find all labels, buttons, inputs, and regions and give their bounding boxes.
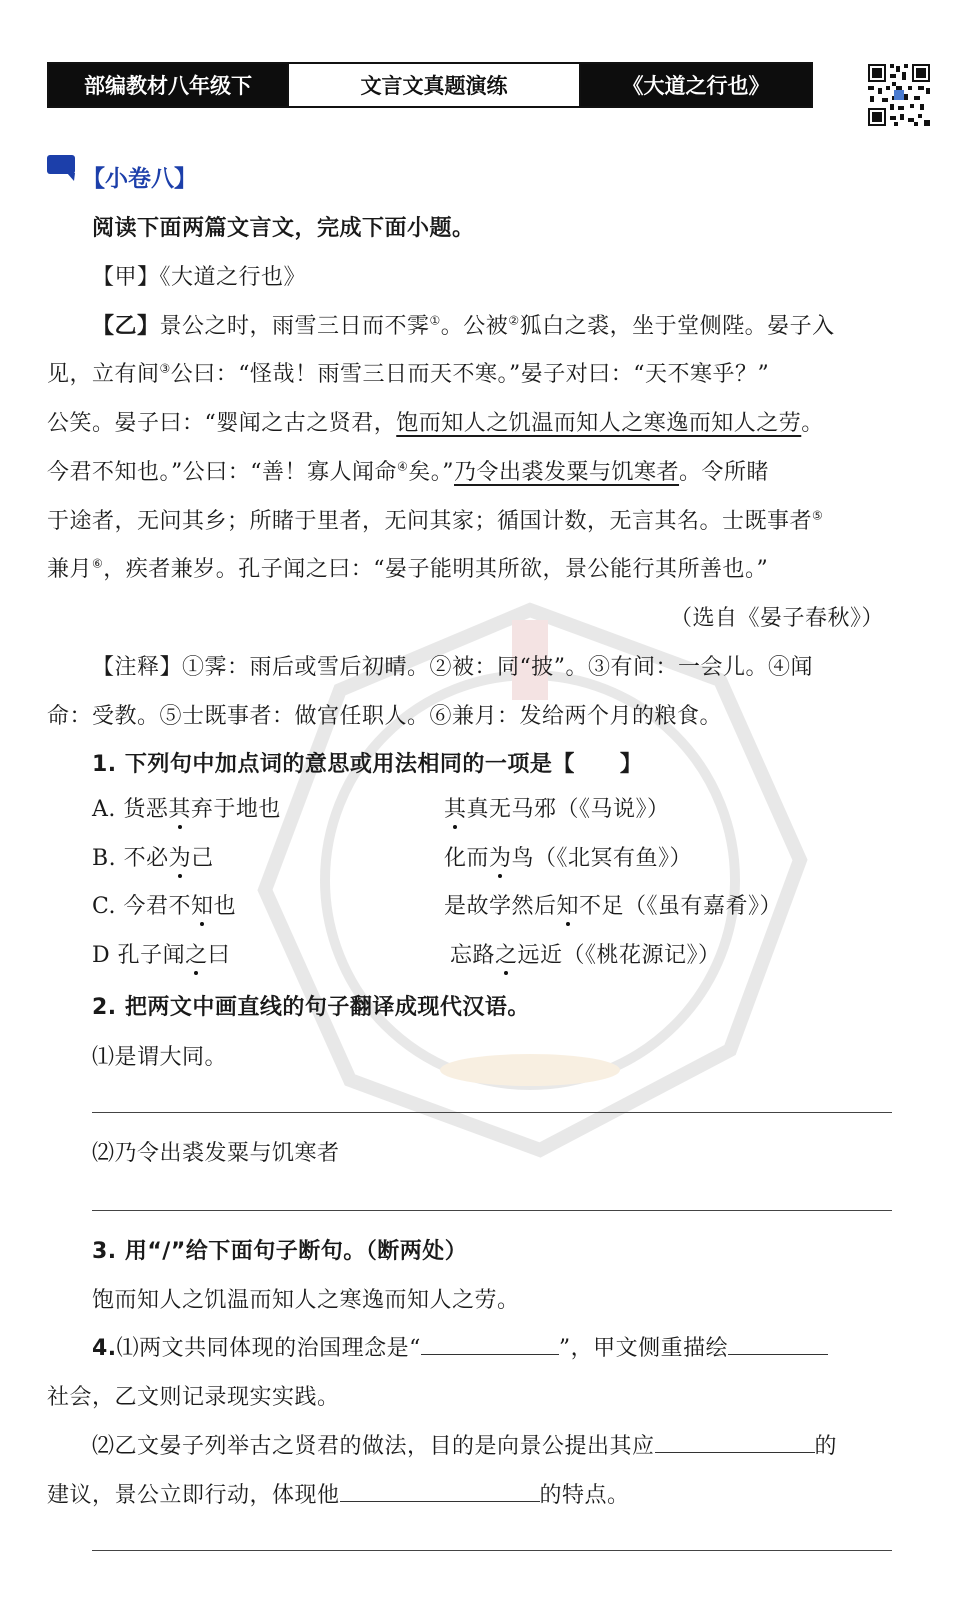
dotted-word: 为 — [489, 846, 512, 871]
question-3-sentence: 饱而知人之饥温而知人之寒逸而知人之劳。 — [92, 1288, 520, 1313]
passage-text: 。公被 — [440, 314, 509, 339]
dotted-word: 知 — [556, 894, 580, 919]
passage-text: 于途者，无问其乡；所睹于里者，无问其家；循国计数，无言其名。士既事者 — [47, 509, 813, 534]
passage-yi-line — [47, 552, 768, 583]
option-text: 忘路 — [450, 943, 496, 968]
question-text: 的特点。 — [539, 1483, 630, 1508]
passage-yi-label: 【乙】 — [92, 314, 160, 339]
dotted-word: 其 — [444, 797, 467, 822]
watermark-seal — [250, 600, 810, 1160]
underlined-sentence: 乃令出裘发粟与饥寒者 — [454, 460, 680, 485]
qr-code-icon — [866, 62, 932, 128]
option-text: A. 货恶 — [92, 797, 169, 822]
chat-bubble-icon — [47, 155, 75, 181]
dotted-word: 为 — [168, 846, 192, 871]
option-text: C. 今君不 — [92, 894, 192, 919]
option-b[interactable] — [92, 841, 214, 872]
notes-line: 命：受教。⑤士既事者：做官任职人。⑥兼月：发给两个月的粮食。 — [47, 704, 723, 729]
option-a-compare — [444, 792, 670, 823]
question-4-part-2 — [92, 1429, 837, 1460]
passage-text: 公笑。晏子曰：“婴闻之古之贤君， — [47, 411, 397, 436]
footnote-mark: ② — [508, 313, 520, 328]
passage-yi-line — [47, 455, 769, 486]
question-1-stem: 1. 下列句中加点词的意思或用法相同的一项是【 】 — [92, 752, 643, 777]
passage-source: （选自《晏子春秋》） — [670, 606, 885, 631]
notes-line: 【注释】①霁：雨后或雪后初晴。②被：同“披”。③有间：一会儿。④闻 — [92, 655, 813, 680]
passage-jia-title: 【甲】《大道之行也》 — [92, 265, 307, 290]
option-text: 真无马邪（《马说》） — [466, 797, 670, 822]
option-c-compare — [444, 889, 782, 920]
footnote-mark: ① — [429, 313, 441, 328]
footnote-mark: ④ — [397, 459, 409, 474]
option-text: D 孔子闻 — [92, 943, 186, 968]
question-2-stem: 2. 把两文中画直线的句子翻译成现代汉语。 — [92, 995, 530, 1020]
option-c[interactable] — [92, 889, 236, 920]
question-text: 的 — [814, 1434, 838, 1459]
underlined-sentence: 饱而知人之饥温而知人之寒逸而知人之劳 — [396, 411, 802, 436]
option-d-compare — [450, 938, 721, 969]
question-text: 建议，景公立即行动，体现他 — [47, 1483, 340, 1508]
option-text: 鸟（《北冥有鱼》） — [511, 846, 693, 871]
passage-text: 。令所睹 — [679, 460, 770, 485]
passage-text: ，疾者兼岁。孔子闻之曰：“晏子能明其所欲，景公能行其所善也。” — [103, 557, 769, 582]
question-2-sentence-2: ⑵乃令出裘发粟与饥寒者 — [92, 1141, 340, 1166]
passage-yi-line — [47, 357, 769, 388]
answer-line[interactable] — [92, 1210, 892, 1211]
option-d[interactable] — [92, 938, 230, 969]
answer-blank[interactable] — [421, 1334, 559, 1355]
passage-text: 公曰：“怪哉！雨雪三日而天不寒。”晏子对曰：“天不寒乎？” — [170, 362, 770, 387]
passage-yi-line — [92, 309, 835, 340]
option-text: 化而 — [444, 846, 490, 871]
passage-text: 见，立有间 — [47, 362, 160, 387]
passage-yi-line — [47, 406, 824, 437]
dotted-word: 知 — [191, 894, 214, 919]
dotted-word: 之 — [185, 943, 208, 968]
header-grade: 部编教材八年级下 — [49, 64, 287, 106]
passage-text: 。 — [801, 411, 824, 436]
option-text: B. 不必 — [92, 846, 169, 871]
passage-text: 狐白之裘，坐于堂侧陛。晏子入 — [519, 314, 835, 339]
question-text: ⑵乙文晏子列举古之贤君的做法，目的是向景公提出其应 — [92, 1434, 655, 1459]
passage-text: 景公之时，雨雪三日而不霁 — [159, 314, 430, 339]
passage-text: 矣。” — [408, 460, 455, 485]
option-text: 曰 — [207, 943, 231, 968]
question-text: ”，甲文侧重描绘 — [558, 1336, 729, 1361]
question-4-part-2-cont — [47, 1478, 630, 1509]
header-lesson: 《大道之行也》 — [581, 64, 811, 106]
option-text: 也 — [213, 894, 237, 919]
footnote-mark: ⑤ — [812, 508, 824, 523]
option-text: 不足（《虽有嘉肴》） — [579, 894, 783, 919]
passage-text: 兼月 — [47, 557, 93, 582]
option-text: 己 — [191, 846, 214, 871]
question-4-part-1-cont: 社会，乙文则记录现实实践。 — [47, 1385, 340, 1410]
header-bar — [47, 62, 813, 108]
option-b-compare — [444, 841, 692, 872]
question-text: ⑴两文共同体现的治国理念是“ — [116, 1336, 421, 1361]
question-3-stem: 3. 用“/”给下面句子断句。（断两处） — [92, 1239, 468, 1264]
footnote-mark: ③ — [159, 361, 171, 376]
footnote-mark: ⑥ — [92, 556, 104, 571]
answer-line[interactable] — [92, 1112, 892, 1113]
dotted-word: 其 — [168, 797, 191, 822]
question-4-part-1 — [92, 1331, 828, 1362]
answer-line[interactable] — [92, 1550, 892, 1551]
answer-blank[interactable] — [340, 1481, 540, 1502]
section-title: 【小卷八】 — [82, 166, 197, 192]
option-text: 弃于地也 — [190, 797, 281, 822]
header-category: 文言文真题演练 — [287, 64, 581, 106]
question-4-number: 4. — [92, 1336, 117, 1361]
answer-blank[interactable] — [728, 1334, 828, 1355]
dotted-word: 之 — [495, 943, 518, 968]
option-a[interactable] — [92, 792, 281, 823]
question-2-sentence-1: ⑴是谓大同。 — [92, 1045, 228, 1070]
answer-blank[interactable] — [655, 1432, 815, 1453]
passage-text: 今君不知也。”公曰：“善！寡人闻命 — [47, 460, 397, 485]
option-text: 远近（《桃花源记》） — [517, 943, 721, 968]
passage-yi-line — [47, 504, 823, 535]
instruction: 阅读下面两篇文言文，完成下面小题。 — [92, 216, 475, 241]
option-text: 是故学然后 — [444, 894, 557, 919]
